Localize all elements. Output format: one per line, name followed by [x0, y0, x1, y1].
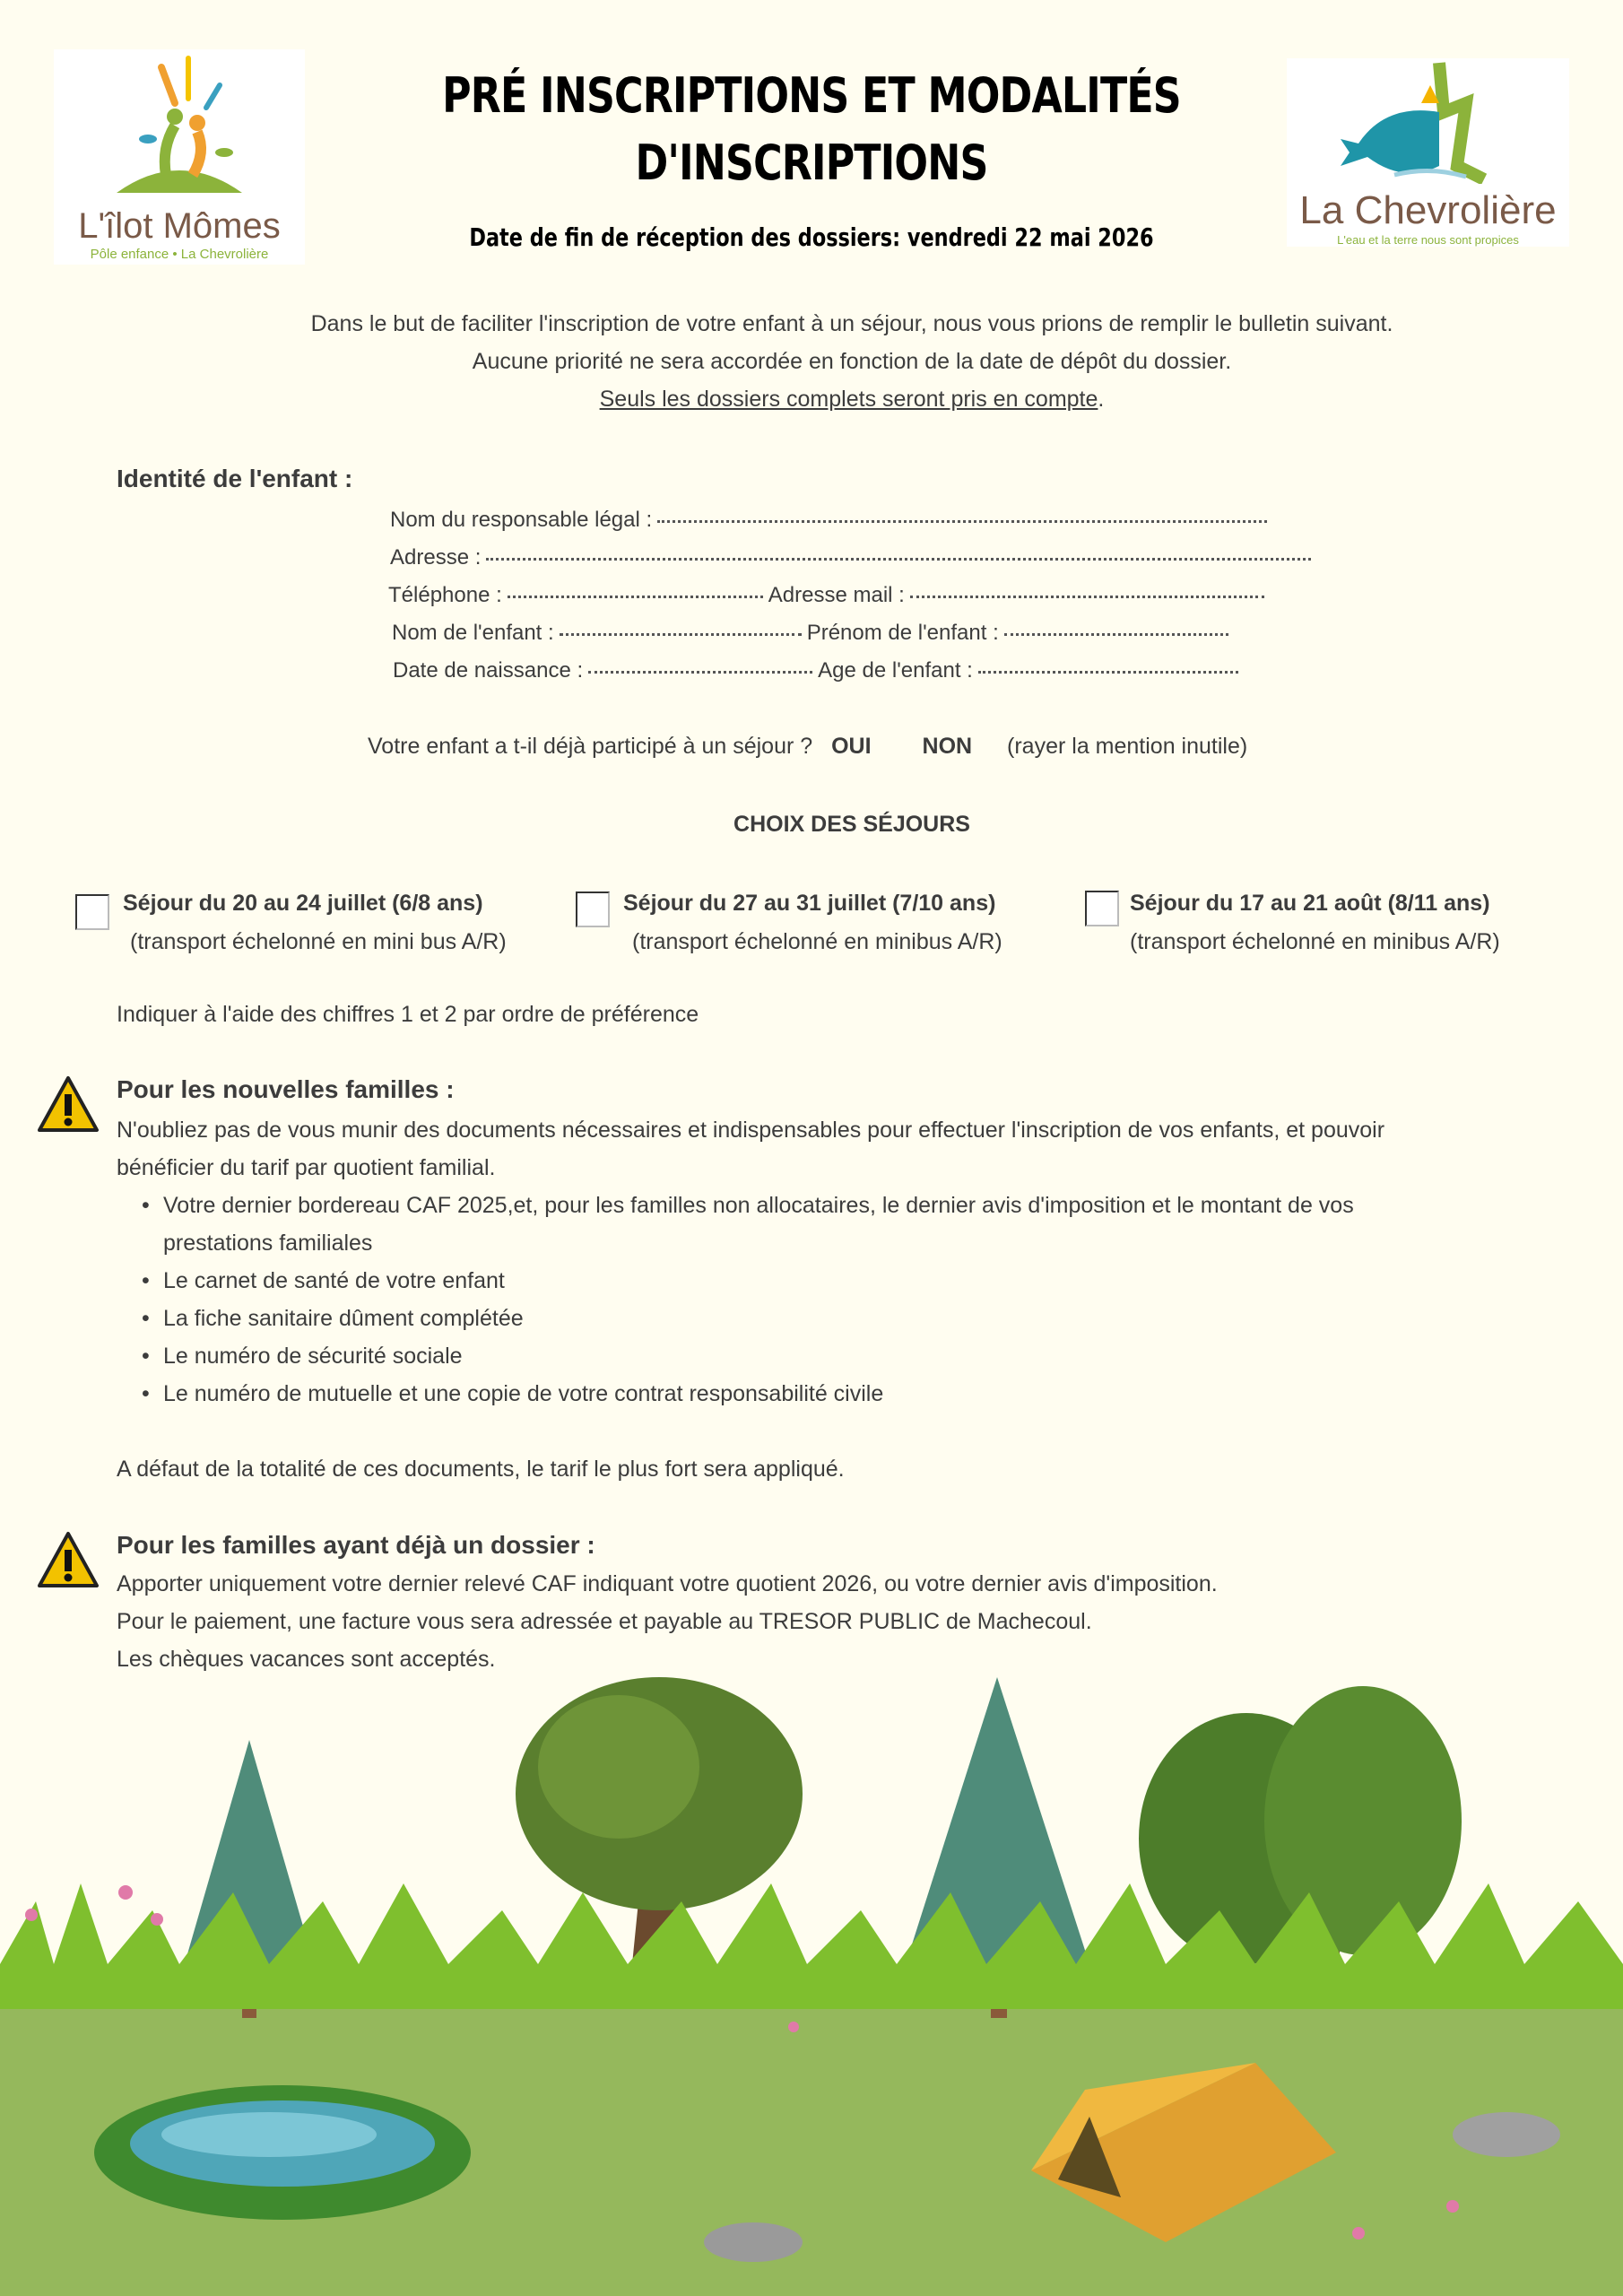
new-families-heading: Pour les nouvelles familles : [117, 1075, 455, 1103]
document-item: • Votre dernier bordereau CAF 2025,et, pour les familles non allocataires, le dernier avis d'imposition et le montant de vos [163, 1193, 1354, 1219]
field-responsable[interactable] [390, 508, 1272, 533]
sejour-2-checkbox[interactable] [576, 891, 610, 927]
sejour-1-title: Séjour du 20 au 24 juillet (6/8 ans) [123, 891, 483, 916]
age-input[interactable] [978, 671, 1238, 674]
document-item: • Le carnet de santé de votre enfant [163, 1268, 505, 1294]
mail-input[interactable] [910, 596, 1264, 598]
field-input[interactable] [588, 671, 812, 674]
logo-name: L'îlot Mômes [78, 206, 281, 246]
field-label: Téléphone : [388, 583, 502, 607]
field-naissance[interactable] [393, 658, 1244, 683]
question-text: Votre enfant a t-il déjà participé à un séjour ? [368, 734, 813, 759]
page-title-line2: D'INSCRIPTIONS [635, 135, 988, 191]
deadline: Date de fin de réception des dossiers: vendredi 22 mai 2026 [469, 222, 1154, 252]
field-label: Nom du responsable légal : [390, 508, 653, 532]
non-option[interactable]: NON [922, 734, 973, 759]
existing-families-heading: Pour les familles ayant déjà un dossier : [117, 1531, 595, 1559]
field-input[interactable] [560, 633, 802, 636]
sejour-3-transport: (transport échelonné en minibus A/R) [1130, 929, 1500, 954]
field-label: Adresse mail : [768, 583, 905, 607]
existing-families-line: Pour le paiement, une facture vous sera adressée et payable au TRESOR PUBLIC de Machecoul. [117, 1609, 1092, 1634]
document-item: • Le numéro de sécurité sociale [163, 1344, 463, 1370]
intro-line2: Aucune priorité ne sera accordée en fonction de la date de dépôt du dossier. [472, 349, 1232, 374]
document-item-continued: prestations familiales [163, 1231, 373, 1256]
la-chevroliere-logo [1287, 58, 1569, 247]
oui-option[interactable]: OUI [831, 734, 872, 759]
field-telephone[interactable] [388, 583, 1270, 608]
field-adresse[interactable] [390, 545, 1316, 570]
complete-files-note: Seuls les dossiers complets seront pris en compte [599, 387, 1098, 412]
field-input[interactable] [657, 520, 1267, 523]
field-nom[interactable] [392, 621, 1234, 646]
field-input[interactable] [508, 596, 763, 598]
field-label: Nom de l'enfant : [392, 621, 554, 645]
intro-line1: Dans le but de faciliter l'inscription de votre enfant à un séjour, nous vous prions de remplir le bulletin suivant. [310, 311, 1393, 336]
existing-families-line: Les chèques vacances sont acceptés. [117, 1647, 496, 1672]
document-item: • La fiche sanitaire dûment complétée [163, 1306, 524, 1332]
sejour-1-transport: (transport échelonné en mini bus A/R) [130, 929, 507, 954]
document-item: • Le numéro de mutuelle et une copie de votre contrat responsabilité civile [163, 1381, 883, 1407]
existing-families-line: Apporter uniquement votre dernier relevé CAF indiquant votre quotient 2026, ou votre dernier avis d'imposition. [117, 1571, 1218, 1596]
period: . [1098, 387, 1105, 412]
logo-tagline: Pôle enfance • La Chevrolière [90, 247, 269, 262]
camping-scene-illustration [0, 1668, 1623, 2296]
pond-icon [94, 2085, 471, 2220]
sejour-2-transport: (transport échelonné en minibus A/R) [632, 929, 1002, 954]
logo-tagline: L'eau et la terre nous sont propices [1337, 233, 1519, 247]
sejour-3-title: Séjour du 17 au 21 août (8/11 ans) [1130, 891, 1490, 916]
children-logo-icon [54, 49, 305, 202]
page-title-line1: PRÉ INSCRIPTIONS ET MODALITÉS [442, 67, 1181, 124]
deer-fish-logo-icon [1287, 58, 1569, 184]
logo-name: La Chevrolière [1299, 188, 1557, 232]
sejour-1-checkbox[interactable] [75, 894, 109, 930]
field-label: Age de l'enfant : [818, 658, 973, 683]
field-label: Date de naissance : [393, 658, 584, 683]
sejours-heading: CHOIX DES SÉJOURS [733, 812, 970, 837]
field-label: Adresse : [390, 545, 482, 570]
intro-line3 [0, 387, 1623, 413]
previous-stay-question [368, 734, 1247, 760]
warning-icon [36, 1530, 100, 1589]
warning-icon [36, 1074, 100, 1134]
new-families-para-1: N'oubliez pas de vous munir des documents nécessaires et indispensables pour effectuer l'inscription de vos enfants, et pouvoir [117, 1118, 1385, 1143]
new-families-footer: A défaut de la totalité de ces documents, le tarif le plus fort sera appliqué. [117, 1457, 845, 1482]
field-label: Prénom de l'enfant : [806, 621, 999, 645]
field-input[interactable] [486, 558, 1311, 561]
sejour-2-title: Séjour du 27 au 31 juillet (7/10 ans) [623, 891, 996, 916]
new-families-para-2: bénéficier du tarif par quotient familial. [117, 1155, 496, 1180]
sejour-3-checkbox[interactable] [1085, 891, 1119, 926]
ilot-momes-logo [54, 49, 305, 265]
note: (rayer la mention inutile) [1007, 734, 1248, 759]
prenom-input[interactable] [1004, 633, 1228, 636]
preference-instruction: Indiquer à l'aide des chiffres 1 et 2 par ordre de préférence [117, 1002, 699, 1027]
identity-heading: Identité de l'enfant : [117, 465, 353, 492]
